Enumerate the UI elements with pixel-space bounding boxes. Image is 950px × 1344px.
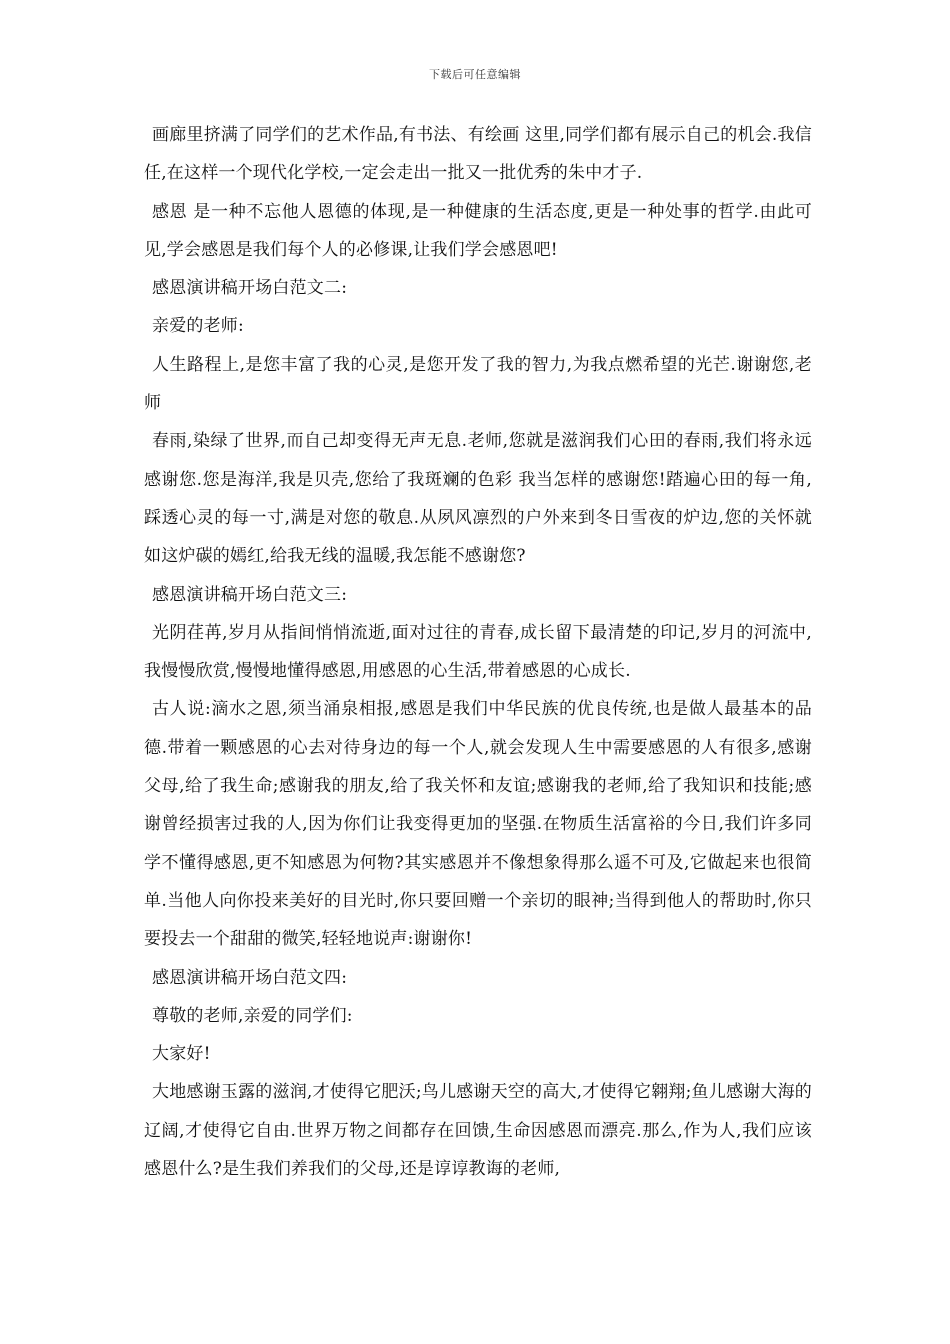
paragraph: 春雨,染绿了世界,而自己却变得无声无息.老师,您就是滋润我们心田的春雨,我们将永远感谢您.您是海洋,我是贝壳,您给了我斑斓的色彩 我当怎样的感谢您!踏遍心田的每一角,踩透心灵的每一寸,满是对您的敬息.从夙风凛烈的户外来到冬日雪夜的炉边,您的关怀就如这炉碳的嫣红,给我无线的温暖,我怎能不感谢您? — [144, 431, 812, 567]
paragraph: 人生路程上,是您丰富了我的心灵,是您开发了我的智力,为我点燃希望的光芒.谢谢您,老师 — [144, 354, 812, 414]
paragraph: 画廊里挤满了同学们的艺术作品,有书法、有绘画 这里,同学们都有展示自己的机会.我信任,在这样一个现代化学校,一定会走出一批又一批优秀的朱中才子. — [144, 125, 812, 184]
paragraph: 古人说:滴水之恩,须当涌泉相报,感恩是我们中华民族的优良传统,也是做人最基本的品德.带着一颗感恩的心去对待身边的每一个人,就会发现人生中需要感恩的人有很多,感谢父母,给了我生命;感谢我的朋友,给了我关怀和友谊;感谢我的老师,给了我知识和技能;感谢曾经损害过我的人,因为你们让我变得更加的坚强.在物质生活富裕的今日,我们许多同学不懂得感恩,更不知感恩为何物?其实感恩并不像想象得那么遥不可及,它做起来也很简单.当他人向你投来美好的目光时,你只要回赠一个亲切的眼神;当得到他人的帮助时,你只要投去一个甜甜的微笑,轻轻地说声:谢谢你! — [144, 699, 812, 950]
section-heading: 感恩演讲稿开场白范文四: — [152, 967, 348, 988]
document-body — [144, 116, 812, 1188]
salutation: 亲爱的老师: — [152, 316, 244, 337]
paragraph: 大地感谢玉露的滋润,才使得它肥沃;鸟儿感谢天空的高大,才使得它翱翔;鱼儿感谢大海的辽阔,才使得它自由.世界万物之间都存在回馈,生命因感恩而漂亮.那么,作为人,我们应该感恩什么?是生我们养我们的父母,还是谆谆教诲的老师, — [144, 1082, 812, 1180]
greeting: 大家好! — [152, 1044, 211, 1065]
paragraph: 感恩 是一种不忘他人恩德的体现,是一种健康的生活态度,更是一种处事的哲学.由此可见,学会感恩是我们每个人的必修课,让我们学会感恩吧! — [144, 201, 812, 260]
page-header: 下载后可任意编辑 — [429, 68, 521, 81]
section-heading: 感恩演讲稿开场白范文三: — [152, 584, 348, 605]
salutation: 尊敬的老师,亲爱的同学们: — [152, 1005, 353, 1026]
section-heading: 感恩演讲稿开场白范文二: — [152, 278, 348, 299]
paragraph: 光阴荏苒,岁月从指间悄悄流逝,面对过往的青春,成长留下最清楚的印记,岁月的河流中,我慢慢欣赏,慢慢地懂得感恩,用感恩的心生活,带着感恩的心成长. — [144, 622, 812, 682]
